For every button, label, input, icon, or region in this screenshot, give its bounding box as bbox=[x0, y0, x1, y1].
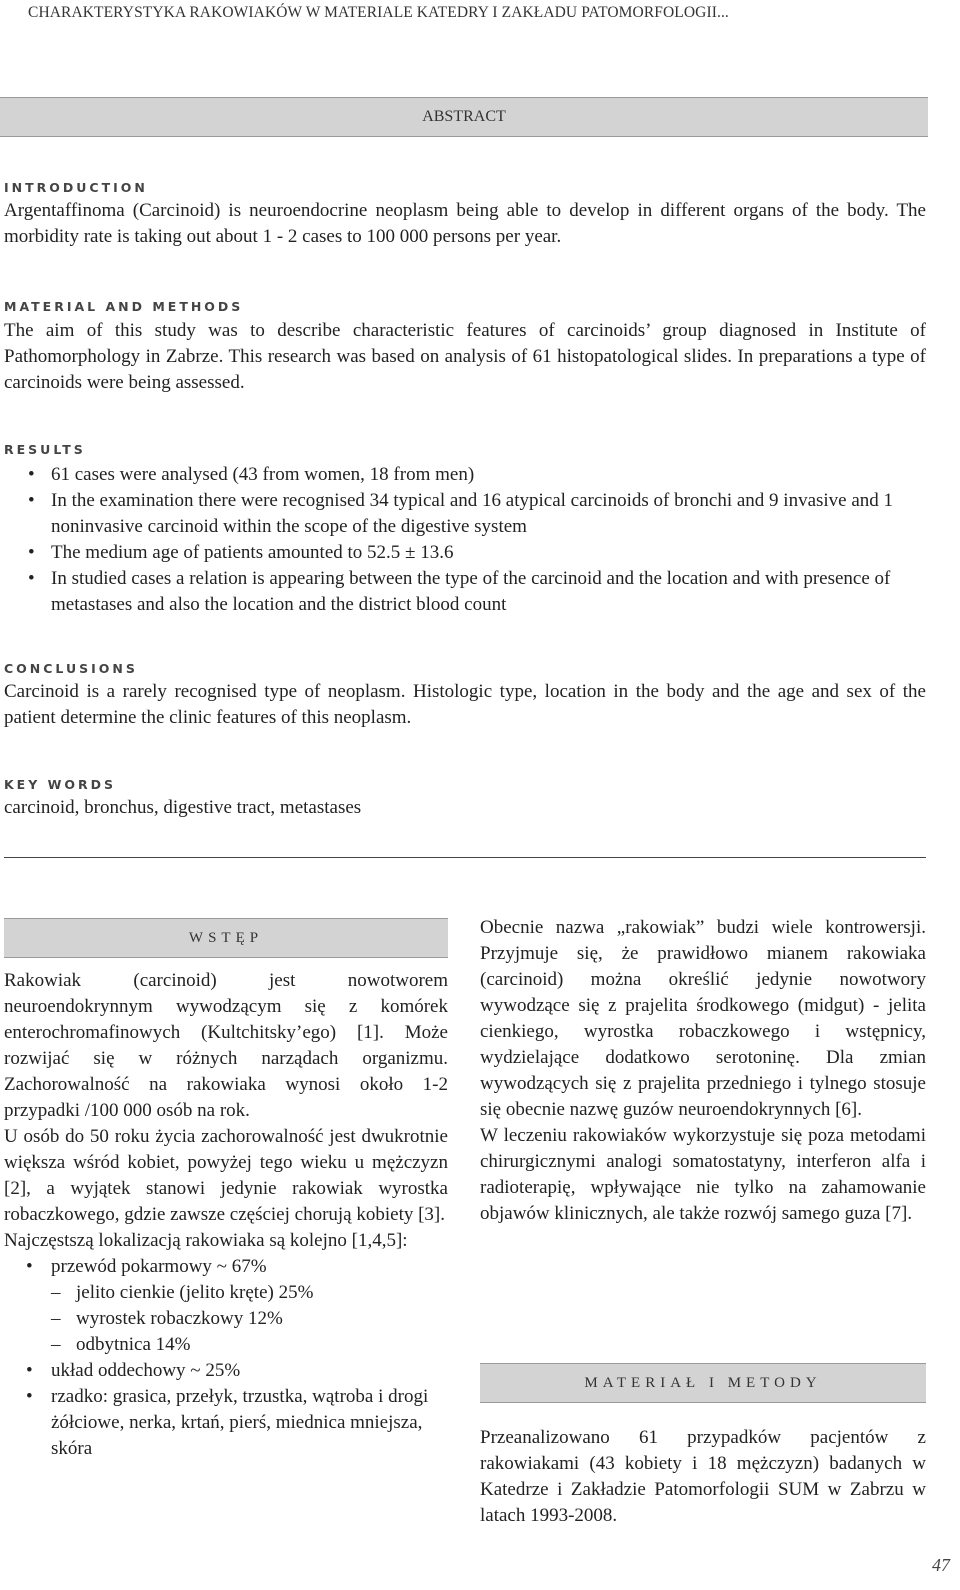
methods-heading: MATERIAL AND METHODS bbox=[4, 299, 244, 314]
abstract-title-band: ABSTRACT bbox=[0, 97, 928, 137]
wstep-paragraph-2: U osób do 50 roku życia zachorowalność jest dwukrotnie większa wśród kobiet, powyżej tego wieku u mężczyzn [2], a wyjątek stanowi jedynie rakowiak wyrostka robaczkowego, gdzie zawsze częściej chorują kobiety [3]. bbox=[4, 1126, 448, 1225]
results-heading: RESULTS bbox=[4, 442, 86, 457]
keywords-text: carcinoid, bronchus, digestive tract, metastases bbox=[4, 797, 362, 818]
introduction-text: Argentaffinoma (Carcinoid) is neuroendocrine neoplasm being able to develop in different organs of the body. The morbidity rate is taking out about 1 - 2 cases to 100 000 persons per year. bbox=[4, 200, 926, 247]
location-subitem: – wyrostek robaczkowy 12% bbox=[51, 1306, 448, 1332]
conclusions-heading: CONCLUSIONS bbox=[4, 661, 138, 676]
keywords-heading: KEY WORDS bbox=[4, 777, 117, 792]
results-item: • In studied cases a relation is appearing between the type of the carcinoid and the location and with presence of metastases and also the location and the district blood count bbox=[4, 566, 926, 618]
running-head: CHARAKTERYSTYKA RAKOWIAKÓW W MATERIALE KATEDRY I ZAKŁADU PATOMORFOLOGII... bbox=[28, 4, 729, 21]
left-column-text bbox=[4, 968, 448, 1462]
results-item: • In the examination there were recognised 34 typical and 16 atypical carcinoids of bronchi and 9 invasive and 1 noninvasive carcinoid within the scope of the digestive system bbox=[4, 488, 926, 540]
results-item: • 61 cases were analysed (43 from women, 18 from men) bbox=[4, 462, 926, 488]
abstract-divider bbox=[4, 857, 926, 858]
wstep-paragraph-1: Rakowiak (carcinoid) jest nowotworem neuroendokrynnym wywodzącym się z komórek enterochromafinowych (Kultchitsky’ego) [1]. Może rozwijać się w różnych narządach organizmu. Zachorowalność na rakowiaka wynosi około 1-2 przypadki /100 000 osób na rok. bbox=[4, 970, 448, 1121]
right-column-upper-text bbox=[480, 915, 926, 1227]
location-subitem: – jelito cienkie (jelito kręte) 25% bbox=[51, 1280, 448, 1306]
location-sublist bbox=[51, 1280, 448, 1358]
metody-heading-band: MATERIAŁ I METODY bbox=[480, 1363, 926, 1403]
location-item: • układ oddechowy ~ 25% bbox=[4, 1358, 448, 1384]
results-list bbox=[4, 462, 926, 618]
location-subitem: – odbytnica 14% bbox=[51, 1332, 448, 1358]
metody-paragraph: Przeanalizowano 61 przypadków pacjentów z rakowiakami (43 kobiety i 18 mężczyzn) badanych w Katedrze i Zakładzie Patomorfologii SUM w Zabrzu w latach 1993-2008. bbox=[480, 1427, 926, 1526]
methods-text: The aim of this study was to describe characteristic features of carcinoids’ group diagnosed in Institute of Pathomorphology in Zabrze. This research was based on analysis of 61 histopatological slides. In preparations a type of carcinoids were being assessed. bbox=[4, 320, 926, 393]
wstep-heading-band: WSTĘP bbox=[4, 918, 448, 958]
page-number: 47 bbox=[932, 1555, 950, 1575]
location-item bbox=[4, 1254, 448, 1358]
conclusions-text: Carcinoid is a rarely recognised type of neoplasm. Histologic type, location in the body and the age and sex of the patient determine the clinic features of this neoplasm. bbox=[4, 681, 926, 728]
location-item: • rzadko: grasica, przełyk, trzustka, wątroba i drogi żółciowe, nerka, krtań, pierś, miednica mniejsza, skóra bbox=[4, 1384, 448, 1462]
results-item: • The medium age of patients amounted to 52.5 ± 13.6 bbox=[4, 540, 926, 566]
location-item-label: przewód pokarmowy ~ 67% bbox=[51, 1256, 267, 1277]
right-column-lower-text bbox=[480, 1425, 926, 1529]
location-list bbox=[4, 1254, 448, 1462]
wstep-paragraph-3: Najczęstszą lokalizacją rakowiaka są kolejno [1,4,5]: bbox=[4, 1230, 408, 1251]
intro-paragraph-right-2: W leczeniu rakowiaków wykorzystuje się poza metodami chirurgicznymi analogi somatostatyny, interferon alfa i radioterapię, wpływające nie tylko na zahamowanie objawów klinicznych, ale także rozwój samego guza [7]. bbox=[480, 1125, 926, 1224]
intro-paragraph-right-1: Obecnie nazwa „rakowiak” budzi wiele kontrowersji. Przyjmuje się, że prawidłowo mianem rakowiaka (carcinoid) można określić jedynie nowotwory wywodzące się z prajelita środkowego (midgut) - jelita cienkiego, wyrostka robaczkowego i wstępnicy, wydzielające dodatkowo serotoninę. Dla zmian wywodzących się z prajelita przedniego i tylnego stosuje się obecnie nazwę guzów neuroendokrynnych [6]. bbox=[480, 917, 926, 1120]
introduction-heading: INTRODUCTION bbox=[4, 180, 148, 195]
